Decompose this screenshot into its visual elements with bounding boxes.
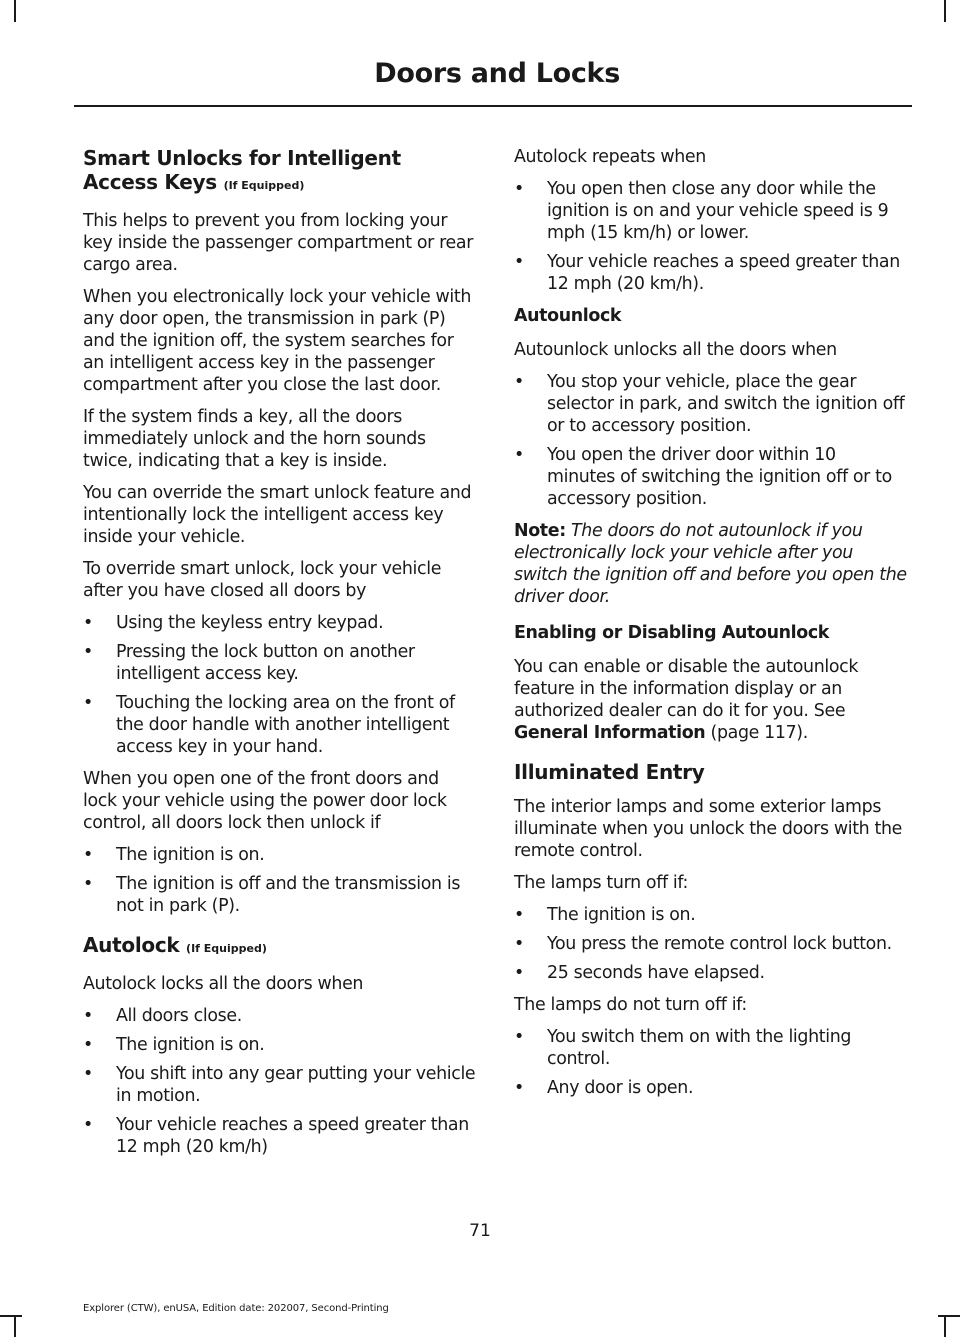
crop-mark — [0, 1315, 22, 1317]
crop-mark — [944, 0, 946, 22]
list-item: • Your vehicle reaches a speed greater than 12 mph (20 km/h). — [514, 251, 908, 295]
paragraph: The lamps do not turn off if: — [514, 995, 747, 1015]
list-item: • The ignition is off and the transmission is not in park (P). — [83, 873, 477, 917]
list-item: • You open the driver door within 10 minutes of switching the ignition off or to accessory position. — [514, 444, 908, 510]
section-heading-autolock: Autolock (If Equipped) — [83, 933, 267, 957]
bullet-list — [83, 612, 477, 758]
if-equipped-qualifier: (If Equipped) — [223, 179, 305, 192]
paragraph: Autolock locks all the doors when — [83, 974, 364, 994]
list-item: • All doors close. — [83, 1005, 477, 1027]
paragraph: You can override the smart unlock feature and intentionally lock the intelligent access key inside your vehicle. — [83, 483, 472, 547]
note-label: Note: — [514, 521, 566, 541]
section-heading-illuminated-entry: Illuminated Entry — [514, 760, 705, 784]
bullet-list — [514, 371, 908, 510]
page-title: Doors and Locks — [374, 58, 620, 89]
bullet-list — [514, 178, 908, 295]
crop-mark — [14, 1315, 16, 1337]
if-equipped-qualifier: (If Equipped) — [186, 942, 267, 955]
paragraph: The lamps turn off if: — [514, 873, 689, 893]
list-item: • The ignition is on. — [514, 904, 908, 926]
note — [514, 520, 908, 608]
bullet-list — [514, 1026, 908, 1099]
list-item: • 25 seconds have elapsed. — [514, 962, 908, 984]
list-item: • You open then close any door while the ignition is on and your vehicle speed is 9 mph (15 km/h) or lower. — [514, 178, 908, 244]
edition-footer: Explorer (CTW), enUSA, Edition date: 202007, Second-Printing — [83, 1303, 389, 1314]
paragraph: When you electronically lock your vehicle with any door open, the transmission in park (P) and the ignition off, the system searches for an intelligent access key in the passenger compartment after you close the last door. — [83, 287, 472, 395]
bullet-list — [83, 1005, 477, 1158]
crop-mark — [938, 1315, 960, 1317]
list-item: • The ignition is on. — [83, 1034, 477, 1056]
cross-reference-page: (page 117). — [710, 723, 808, 743]
right-column — [514, 146, 908, 1109]
paragraph: If the system finds a key, all the doors immediately unlock and the horn sounds twice, indicating that a key is inside. — [83, 407, 426, 471]
list-item: • Your vehicle reaches a speed greater than 12 mph (20 km/h) — [83, 1114, 477, 1158]
paragraph: To override smart unlock, lock your vehicle after you have closed all doors by — [83, 559, 442, 601]
paragraph: Autolock repeats when — [514, 147, 706, 167]
list-item: • Any door is open. — [514, 1077, 908, 1099]
list-item: • Using the keyless entry keypad. — [83, 612, 477, 634]
list-item: • Pressing the lock button on another intelligent access key. — [83, 641, 477, 685]
list-item: • You switch them on with the lighting control. — [514, 1026, 908, 1070]
bullet-list — [83, 844, 477, 917]
paragraph: The interior lamps and some exterior lamps illuminate when you unlock the doors with the remote control. — [514, 797, 903, 861]
list-item: • You shift into any gear putting your vehicle in motion. — [83, 1063, 477, 1107]
page-number: 71 — [469, 1221, 491, 1241]
list-item: • The ignition is on. — [83, 844, 477, 866]
crop-mark — [14, 0, 16, 22]
crop-mark — [944, 1315, 946, 1337]
paragraph: Autounlock unlocks all the doors when — [514, 340, 837, 360]
left-column — [83, 146, 477, 1168]
list-item: • Touching the locking area on the front of the door handle with another intelligent access key in your hand. — [83, 692, 477, 758]
subheading-autounlock: Autounlock — [514, 306, 622, 326]
bullet-list — [514, 904, 908, 984]
list-item: • You stop your vehicle, place the gear selector in park, and switch the ignition off or to accessory position. — [514, 371, 908, 437]
header-rule — [74, 105, 912, 107]
list-item: • You press the remote control lock button. — [514, 933, 908, 955]
note-text: The doors do not autounlock if you electronically lock your vehicle after you switch the ignition off and before you open the driver door. — [514, 521, 907, 607]
paragraph: You can enable or disable the autounlock feature in the information display or an authorized dealer can do it for you. See General Information (page 117). — [514, 657, 859, 743]
paragraph: This helps to prevent you from locking your key inside the passenger compartment or rear cargo area. — [83, 211, 474, 275]
section-heading-smart-unlocks: Smart Unlocks for Intelligent Access Keys (If Equipped) — [83, 146, 401, 194]
paragraph: When you open one of the front doors and lock your vehicle using the power door lock control, all doors lock then unlock if — [83, 769, 447, 833]
subheading-enabling-autounlock: Enabling or Disabling Autounlock — [514, 623, 830, 643]
cross-reference-link[interactable]: General Information — [514, 723, 706, 743]
